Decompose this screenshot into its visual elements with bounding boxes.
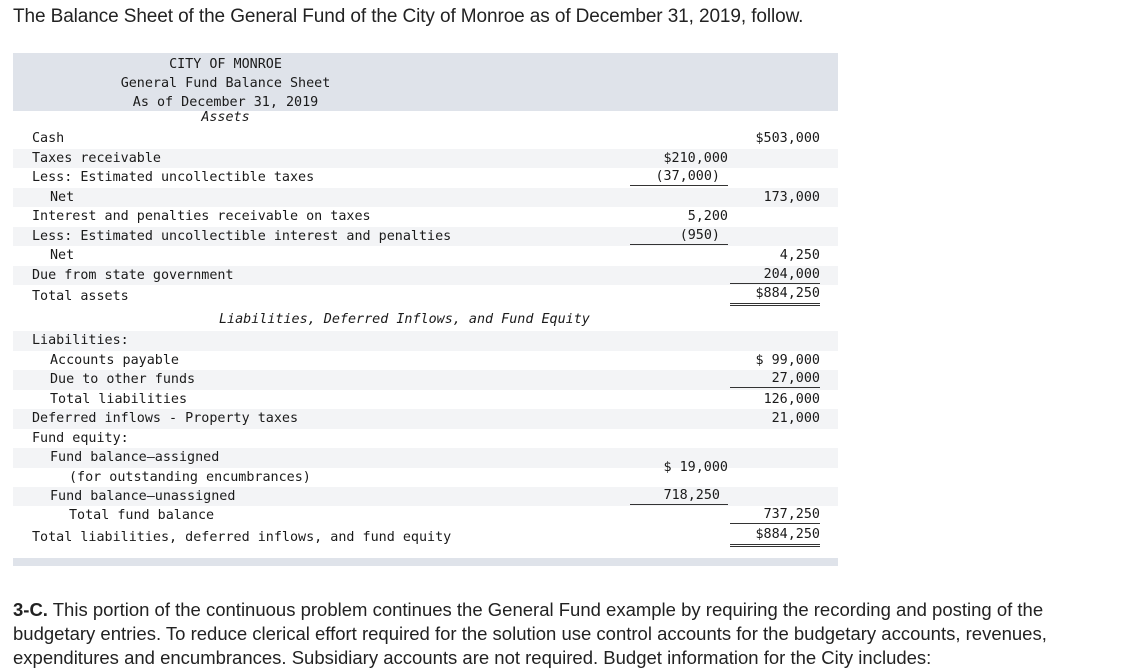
problem-text (13, 598, 1123, 670)
taxes-less-label: Less: Estimated uncollectible taxes (32, 170, 315, 185)
problem-body: This portion of the continuous problem continues the General Fund example by requiring the recording and posting of the budgetary entries. To reduce clerical effort required for the solution use control accounts for the budgetary accounts, revenues, expenditures and encumbrances. Subsidiary accounts are not required. Budget information for the City includes: (13, 599, 1047, 668)
row-liab-heading (13, 331, 838, 351)
interest-net-label: Net (50, 248, 75, 263)
assets-title: Assets (201, 110, 250, 125)
problem-number: 3-C. (13, 599, 48, 620)
assigned-sub-label: (for outstanding encumbrances) (69, 469, 311, 485)
row-grand-total (13, 526, 838, 549)
assigned-amount: $ 19,000 (663, 459, 728, 475)
interest-less-amount: (950) (630, 227, 728, 245)
total-assets-value: $884,250 (730, 285, 820, 306)
taxes-label: Taxes receivable (32, 150, 161, 166)
sheet-date: As of December 31, 2019 (132, 95, 319, 110)
ap-label: Accounts payable (50, 352, 179, 368)
due-other-label: Due to other funds (50, 372, 196, 387)
row-total-liab (13, 390, 838, 410)
total-fund-total: 737,250 (730, 506, 820, 524)
row-interest-less (13, 227, 838, 247)
liab-title-row (13, 308, 838, 331)
grand-total-label: Total liabilities, deferred inflows, and fund equity (32, 529, 452, 545)
city-name: CITY OF MONROE (169, 57, 282, 72)
row-ap (13, 351, 838, 371)
total-assets-label: Total assets (32, 289, 129, 304)
grand-total-value: $884,250 (730, 526, 820, 547)
fund-equity-heading: Fund equity: (32, 430, 129, 446)
total-liab-total: 126,000 (763, 391, 820, 407)
row-total-fund (13, 506, 838, 526)
due-state-label: Due from state government (32, 267, 234, 283)
total-fund-label: Total fund balance (69, 508, 215, 523)
taxes-less-amount: (37,000) (630, 168, 728, 186)
row-interest (13, 207, 838, 227)
due-state-total: 204,000 (730, 266, 820, 284)
row-deferred (13, 409, 838, 429)
row-assigned-sub (13, 459, 838, 487)
taxes-amount: $210,000 (663, 150, 728, 166)
interest-net-total: 4,250 (779, 248, 820, 263)
row-unassigned (13, 487, 838, 507)
liabilities-title: Liabilities, Deferred Inflows, and Fund Equity (219, 312, 590, 327)
cash-label: Cash (32, 131, 65, 146)
interest-label: Interest and penalties receivable on taxes (32, 209, 371, 224)
taxes-net-total: 173,000 (763, 189, 820, 205)
ap-total: $ 99,000 (755, 352, 820, 368)
row-cash (13, 129, 838, 149)
row-due-other (13, 370, 838, 390)
deferred-label: Deferred inflows - Property taxes (32, 411, 299, 426)
sheet-title: General Fund Balance Sheet (120, 76, 331, 91)
interest-less-label: Less: Estimated uncollectible interest and penalties (32, 228, 452, 244)
cash-total: $503,000 (755, 131, 820, 146)
sheet-footer-bar (13, 558, 838, 566)
liabilities-heading: Liabilities: (32, 333, 129, 348)
row-total-assets (13, 285, 838, 308)
unassigned-label: Fund balance—unassigned (50, 488, 236, 504)
interest-amount: 5,200 (687, 209, 728, 224)
row-taxes-less (13, 168, 838, 188)
sheet-header (13, 53, 838, 111)
row-due-state (13, 266, 838, 286)
deferred-total: 21,000 (771, 411, 820, 426)
row-taxes-net (13, 188, 838, 208)
row-fund-equity (13, 429, 838, 449)
taxes-net-label: Net (50, 189, 75, 205)
row-taxes (13, 149, 838, 169)
unassigned-amount: 718,250 (630, 487, 728, 505)
balance-sheet (13, 53, 838, 549)
row-interest-net (13, 246, 838, 266)
intro-text: The Balance Sheet of the General Fund of the City of Monroe as of December 31, 2019, follow. (13, 6, 804, 27)
total-liab-label: Total liabilities (50, 391, 188, 407)
due-other-total: 27,000 (730, 370, 820, 388)
assigned-label: Fund balance—assigned (50, 450, 220, 465)
